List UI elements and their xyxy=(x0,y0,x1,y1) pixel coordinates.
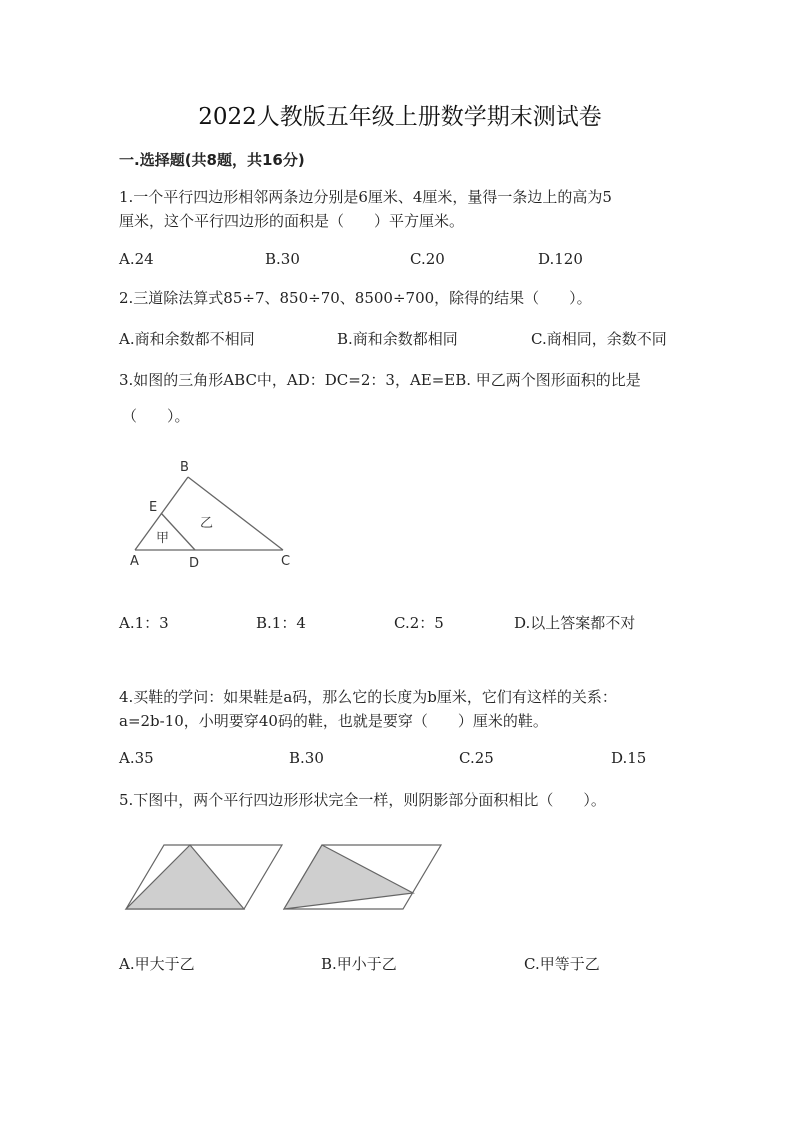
triangle-abc-figure xyxy=(118,452,308,574)
question-3-option-c[interactable]: C.2：5 xyxy=(394,614,444,632)
question-3-line-1: 3.如图的三角形ABC中，AD：DC=2：3，AE=EB. 甲乙两个图形面积的比是 xyxy=(119,371,641,389)
label-d: D xyxy=(189,556,200,571)
page-title: 2022人教版五年级上册数学期末测试卷 xyxy=(198,104,602,130)
label-b: B xyxy=(180,460,189,475)
question-4-option-b[interactable]: B.30 xyxy=(289,749,324,767)
label-e: E xyxy=(149,500,158,515)
question-1-option-d[interactable]: D.120 xyxy=(538,250,583,268)
parallelograms-figure xyxy=(118,838,448,914)
question-1-option-b[interactable]: B.30 xyxy=(265,250,300,268)
question-1-option-a[interactable]: A.24 xyxy=(119,250,154,268)
question-3-option-b[interactable]: B.1：4 xyxy=(256,614,306,632)
label-jia: 甲 xyxy=(156,531,170,546)
question-4-option-a[interactable]: A.35 xyxy=(119,749,154,767)
side-bc xyxy=(188,477,283,550)
question-3-line-2: （ ）。 xyxy=(122,407,190,425)
question-4-line-1: 4.买鞋的学问：如果鞋是a码，那么它的长度为b厘米，它们有这样的关系： xyxy=(119,688,617,706)
question-1-line-2: 厘米，这个平行四边形的面积是（ ）平方厘米。 xyxy=(119,212,465,230)
parallelogram-yi xyxy=(284,845,441,909)
question-2-option-a[interactable]: A.商和余数都不相同 xyxy=(119,330,255,348)
question-5-option-b[interactable]: B.甲小于乙 xyxy=(321,955,397,973)
label-a: A xyxy=(130,554,139,569)
question-2-line-1: 2.三道除法算式85÷7、850÷70、8500÷700，除得的结果（ ）。 xyxy=(119,289,592,307)
question-3-option-d[interactable]: D.以上答案都不对 xyxy=(514,614,636,632)
parallelogram-jia xyxy=(126,845,282,909)
question-4-option-c[interactable]: C.25 xyxy=(459,749,494,767)
question-5-line-1: 5.下图中，两个平行四边形形状完全一样，则阴影部分面积相比（ ）。 xyxy=(119,791,606,809)
label-c: C xyxy=(281,554,291,569)
question-4-option-d[interactable]: D.15 xyxy=(611,749,647,767)
shaded-triangle-yi xyxy=(284,845,413,909)
question-5-option-a[interactable]: A.甲大于乙 xyxy=(119,955,195,973)
section-heading: 一.选择题(共8题，共16分) xyxy=(119,151,305,169)
label-yi: 乙 xyxy=(200,516,214,531)
question-4-line-2: a=2b-10，小明要穿40码的鞋，也就是要穿（ ）厘米的鞋。 xyxy=(119,712,548,730)
question-2-option-b[interactable]: B.商和余数都相同 xyxy=(337,330,458,348)
question-2-option-c[interactable]: C.商相同，余数不同 xyxy=(531,330,667,348)
question-5-option-c[interactable]: C.甲等于乙 xyxy=(524,955,600,973)
question-1-line-1: 1.一个平行四边形相邻两条边分别是6厘米、4厘米，量得一条边上的高为5 xyxy=(119,188,612,206)
shaded-triangle-jia xyxy=(126,845,244,909)
question-1-option-c[interactable]: C.20 xyxy=(410,250,445,268)
question-3-option-a[interactable]: A.1：3 xyxy=(119,614,169,632)
